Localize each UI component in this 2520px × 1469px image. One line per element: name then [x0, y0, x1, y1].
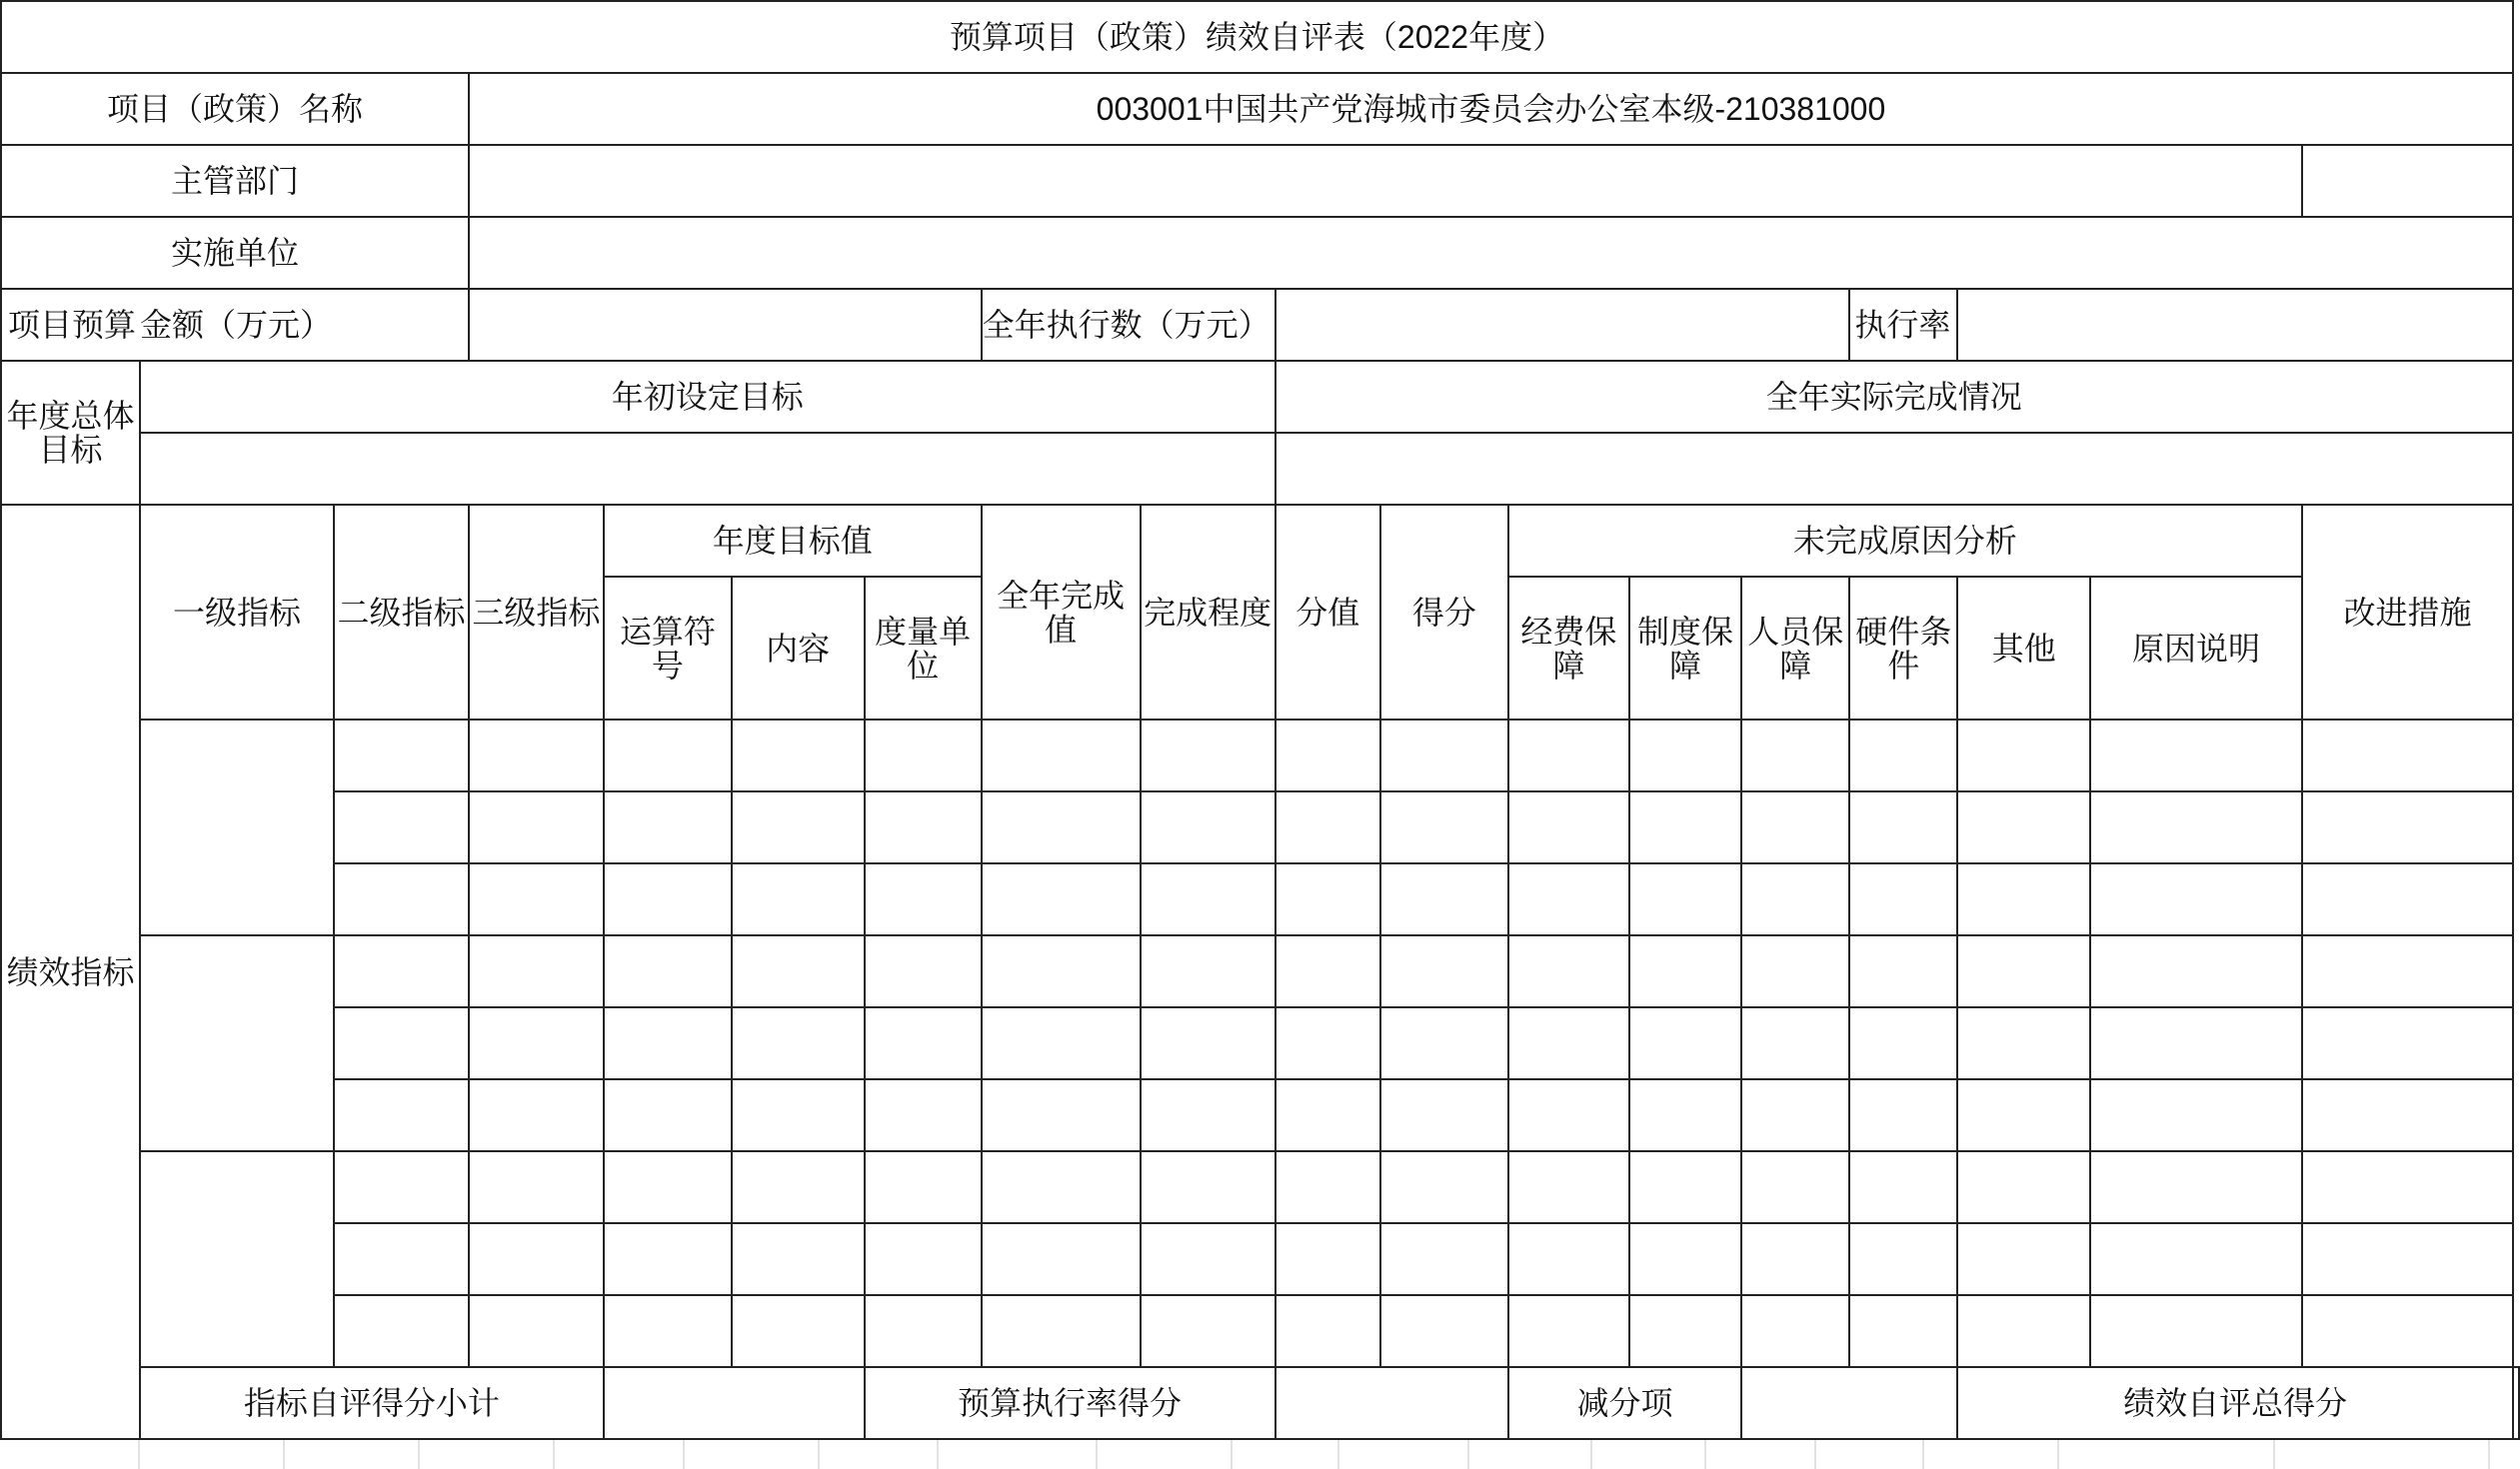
- table-cell[interactable]: [982, 720, 1141, 791]
- incomplete-reason-header: 未完成原因分析: [1508, 505, 2302, 577]
- table-cell[interactable]: [469, 863, 604, 935]
- table-cell[interactable]: [982, 935, 1141, 1007]
- table-cell[interactable]: [1629, 935, 1741, 1007]
- table-cell[interactable]: [2090, 1295, 2302, 1367]
- table-cell[interactable]: [1741, 935, 1849, 1007]
- annual-target-value-header: 年度目标值: [604, 505, 982, 577]
- table-cell[interactable]: [1741, 1079, 1849, 1151]
- table-cell[interactable]: [1141, 720, 1275, 791]
- table-cell[interactable]: [865, 1295, 982, 1367]
- operator-header: 运算符号: [604, 577, 732, 720]
- table-cell[interactable]: [1508, 791, 1629, 863]
- table-cell[interactable]: [982, 1151, 1141, 1223]
- table-cell[interactable]: [1275, 720, 1380, 791]
- table-cell[interactable]: [1275, 863, 1380, 935]
- impl-unit-value-cell[interactable]: [469, 217, 2513, 289]
- table-cell[interactable]: [1629, 1007, 1741, 1079]
- level1-indicator-cell[interactable]: [140, 720, 334, 935]
- table-cell[interactable]: [1380, 1295, 1508, 1367]
- table-cell[interactable]: [469, 1007, 604, 1079]
- amount-label-tail-cell: [334, 289, 469, 361]
- system-guarantee-header: 制度保障: [1629, 577, 1741, 720]
- table-cell[interactable]: [1508, 935, 1629, 1007]
- table-cell[interactable]: [1629, 720, 1741, 791]
- table-cell[interactable]: [2302, 1223, 2513, 1295]
- table-cell[interactable]: [2090, 1223, 2302, 1295]
- project-name-label: 项目（政策）名称: [1, 73, 469, 145]
- table-cell[interactable]: [1957, 1079, 2090, 1151]
- deduction-value-cell[interactable]: [1741, 1367, 1957, 1439]
- table-cell[interactable]: [1380, 791, 1508, 863]
- table-cell[interactable]: [1380, 863, 1508, 935]
- table-cell[interactable]: [1141, 863, 1275, 935]
- table-cell[interactable]: [1957, 1007, 2090, 1079]
- table-cell[interactable]: [1957, 1295, 2090, 1367]
- department-extra-cell[interactable]: [2302, 145, 2513, 217]
- table-cell[interactable]: [1141, 1295, 1275, 1367]
- table-cell[interactable]: [1957, 720, 2090, 791]
- table-cell[interactable]: [732, 1295, 865, 1367]
- table-cell[interactable]: [982, 1295, 1141, 1367]
- table-cell[interactable]: [1741, 1295, 1849, 1367]
- table-cell[interactable]: [1957, 1223, 2090, 1295]
- other-header: 其他: [1957, 577, 2090, 720]
- table-cell[interactable]: [865, 791, 982, 863]
- table-cell[interactable]: [732, 1079, 865, 1151]
- score-header: 得分: [1380, 505, 1508, 720]
- amount-value-cell[interactable]: [469, 289, 982, 361]
- level1-indicator-cell[interactable]: [140, 1151, 334, 1367]
- table-cell[interactable]: [604, 720, 732, 791]
- table-cell[interactable]: [1508, 1295, 1629, 1367]
- table-cell[interactable]: [1275, 935, 1380, 1007]
- table-cell[interactable]: [469, 1151, 604, 1223]
- table-cell[interactable]: [1380, 1151, 1508, 1223]
- unit-header: 度量单位: [865, 577, 982, 720]
- table-cell[interactable]: [1849, 791, 1957, 863]
- table-cell[interactable]: [2302, 935, 2513, 1007]
- table-cell[interactable]: [1957, 935, 2090, 1007]
- table-cell[interactable]: [2302, 863, 2513, 935]
- actual-value-header: 全年完成值: [982, 505, 1141, 720]
- table-cell[interactable]: [732, 935, 865, 1007]
- table-cell[interactable]: [1275, 1223, 1380, 1295]
- table-cell[interactable]: [604, 791, 732, 863]
- reason-description-header: 原因说明: [2090, 577, 2302, 720]
- table-cell[interactable]: [334, 1151, 469, 1223]
- table-cell[interactable]: [2302, 720, 2513, 791]
- project-name-value[interactable]: 003001中国共产党海城市委员会办公室本级-210381000: [469, 73, 2513, 145]
- initial-goal-label: 年初设定目标: [140, 361, 1275, 433]
- table-cell[interactable]: [469, 791, 604, 863]
- table-cell[interactable]: [1849, 1295, 1957, 1367]
- table-cell[interactable]: [1508, 1151, 1629, 1223]
- table-cell[interactable]: [1141, 1007, 1275, 1079]
- table-cell[interactable]: [1275, 1079, 1380, 1151]
- table-cell[interactable]: [982, 1223, 1141, 1295]
- table-cell[interactable]: [865, 935, 982, 1007]
- table-cell[interactable]: [865, 863, 982, 935]
- form-title: 预算项目（政策）绩效自评表（2022年度）: [1, 1, 2513, 73]
- budget-label: 项目预算: [1, 289, 140, 361]
- funding-guarantee-header: 经费保障: [1508, 577, 1629, 720]
- table-cell[interactable]: [604, 1295, 732, 1367]
- table-cell[interactable]: [1849, 1151, 1957, 1223]
- table-cell[interactable]: [2090, 791, 2302, 863]
- staff-guarantee-header: 人员保障: [1741, 577, 1849, 720]
- table-cell[interactable]: [2090, 1007, 2302, 1079]
- table-cell[interactable]: [1141, 1223, 1275, 1295]
- hardware-conditions-header: 硬件条件: [1849, 577, 1957, 720]
- table-cell[interactable]: [2302, 1007, 2513, 1079]
- level1-indicator-header: 一级指标: [140, 505, 334, 720]
- table-cell[interactable]: [1275, 1151, 1380, 1223]
- level2-indicator-header: 二级指标: [334, 505, 469, 720]
- table-cell[interactable]: [334, 935, 469, 1007]
- table-cell[interactable]: [982, 1079, 1141, 1151]
- content-header: 内容: [732, 577, 865, 720]
- table-cell[interactable]: [1141, 1151, 1275, 1223]
- table-cell[interactable]: [2090, 935, 2302, 1007]
- performance-indicators-label: 绩效指标: [1, 505, 140, 1439]
- table-cell[interactable]: [865, 1007, 982, 1079]
- table-cell[interactable]: [334, 863, 469, 935]
- table-cell[interactable]: [732, 1007, 865, 1079]
- level1-indicator-cell[interactable]: [140, 935, 334, 1151]
- actual-completion-label: 全年实际完成情况: [1275, 361, 2513, 433]
- table-cell[interactable]: [1380, 1007, 1508, 1079]
- table-cell[interactable]: [1741, 720, 1849, 791]
- table-cell[interactable]: [1741, 1151, 1849, 1223]
- table-cell[interactable]: [1141, 935, 1275, 1007]
- table-cell[interactable]: [1849, 1007, 1957, 1079]
- table-cell[interactable]: [1629, 1223, 1741, 1295]
- table-cell[interactable]: [2090, 863, 2302, 935]
- table-cell[interactable]: [1849, 1223, 1957, 1295]
- table-cell[interactable]: [604, 935, 732, 1007]
- table-cell[interactable]: [1508, 863, 1629, 935]
- table-cell[interactable]: [1275, 1295, 1380, 1367]
- table-cell[interactable]: [1380, 935, 1508, 1007]
- table-cell[interactable]: [1957, 863, 2090, 935]
- table-cell[interactable]: [1741, 1007, 1849, 1079]
- table-cell[interactable]: [1741, 791, 1849, 863]
- table-cell[interactable]: [1508, 1223, 1629, 1295]
- table-cell[interactable]: [1849, 1079, 1957, 1151]
- table-cell[interactable]: [2302, 1079, 2513, 1151]
- deduction-label: 减分项: [1508, 1367, 1741, 1439]
- table-cell[interactable]: [1141, 791, 1275, 863]
- table-cell[interactable]: [334, 1295, 469, 1367]
- initial-goal-value-cell[interactable]: [140, 433, 1275, 505]
- table-cell[interactable]: [1849, 720, 1957, 791]
- exec-rate-label: 执行率: [1849, 289, 1957, 361]
- table-cell[interactable]: [1275, 1007, 1380, 1079]
- table-cell[interactable]: [604, 1151, 732, 1223]
- table-cell[interactable]: [469, 720, 604, 791]
- subtotal-value-cell[interactable]: [604, 1367, 865, 1439]
- subtotal-label: 指标自评得分小计: [140, 1367, 604, 1439]
- budget-rate-score-value-cell[interactable]: [1275, 1367, 1508, 1439]
- table-cell[interactable]: [1380, 720, 1508, 791]
- table-cell[interactable]: [1957, 1151, 2090, 1223]
- table-cell[interactable]: [469, 1223, 604, 1295]
- table-cell[interactable]: [1849, 863, 1957, 935]
- total-score-value-cell[interactable]: [2513, 1367, 2519, 1439]
- table-cell[interactable]: [1629, 791, 1741, 863]
- table-cell[interactable]: [334, 720, 469, 791]
- department-label: 主管部门: [1, 145, 469, 217]
- table-cell[interactable]: [2090, 720, 2302, 791]
- table-cell[interactable]: [982, 791, 1141, 863]
- table-cell[interactable]: [1508, 1079, 1629, 1151]
- total-score-label: 绩效自评总得分: [1957, 1367, 2513, 1439]
- table-cell[interactable]: [1508, 1007, 1629, 1079]
- table-cell[interactable]: [1508, 720, 1629, 791]
- table-cell[interactable]: [1380, 1079, 1508, 1151]
- table-cell[interactable]: [732, 791, 865, 863]
- budget-rate-score-label: 预算执行率得分: [865, 1367, 1275, 1439]
- table-cell[interactable]: [604, 1007, 732, 1079]
- table-cell[interactable]: [469, 935, 604, 1007]
- table-cell[interactable]: [732, 863, 865, 935]
- table-cell[interactable]: [1957, 791, 2090, 863]
- table-cell[interactable]: [1275, 791, 1380, 863]
- exec-rate-value-cell[interactable]: [1957, 289, 2513, 361]
- improvement-measures-header: 改进措施: [2302, 505, 2513, 720]
- table-cell[interactable]: [865, 720, 982, 791]
- amount-label: 金额（万元）: [140, 289, 334, 361]
- table-cell[interactable]: [2090, 1079, 2302, 1151]
- exec-amount-label: 全年执行数（万元）: [982, 289, 1275, 361]
- table-cell[interactable]: [1380, 1223, 1508, 1295]
- impl-unit-label: 实施单位: [1, 217, 469, 289]
- table-cell[interactable]: [334, 1079, 469, 1151]
- table-cell[interactable]: [334, 791, 469, 863]
- table-cell[interactable]: [604, 1079, 732, 1151]
- table-cell[interactable]: [1849, 935, 1957, 1007]
- table-cell[interactable]: [1741, 863, 1849, 935]
- table-cell[interactable]: [2302, 1151, 2513, 1223]
- table-cell[interactable]: [334, 1007, 469, 1079]
- table-cell[interactable]: [604, 863, 732, 935]
- table-cell[interactable]: [732, 1151, 865, 1223]
- table-cell[interactable]: [334, 1223, 469, 1295]
- annual-goal-label: 年度总体目标: [1, 361, 140, 505]
- table-cell[interactable]: [2090, 1151, 2302, 1223]
- table-cell[interactable]: [732, 1223, 865, 1295]
- table-cell[interactable]: [1629, 863, 1741, 935]
- table-cell[interactable]: [1629, 1079, 1741, 1151]
- table-cell[interactable]: [865, 1079, 982, 1151]
- table-cell[interactable]: [1629, 1151, 1741, 1223]
- table-cell[interactable]: [469, 1079, 604, 1151]
- table-cell[interactable]: [982, 863, 1141, 935]
- table-cell[interactable]: [732, 720, 865, 791]
- table-cell[interactable]: [1741, 1223, 1849, 1295]
- table-cell[interactable]: [1141, 1079, 1275, 1151]
- table-cell[interactable]: [469, 1295, 604, 1367]
- table-cell[interactable]: [2302, 791, 2513, 863]
- level3-indicator-header: 三级指标: [469, 505, 604, 720]
- table-cell[interactable]: [982, 1007, 1141, 1079]
- completion-degree-header: 完成程度: [1141, 505, 1275, 720]
- table-cell[interactable]: [604, 1223, 732, 1295]
- score-value-header: 分值: [1275, 505, 1380, 720]
- table-cell[interactable]: [865, 1223, 982, 1295]
- department-value-cell[interactable]: [469, 145, 2302, 217]
- actual-completion-value-cell[interactable]: [1275, 433, 2513, 505]
- exec-amount-value-cell[interactable]: [1275, 289, 1850, 361]
- table-cell[interactable]: [1629, 1295, 1741, 1367]
- table-cell[interactable]: [865, 1151, 982, 1223]
- table-cell[interactable]: [2302, 1295, 2513, 1367]
